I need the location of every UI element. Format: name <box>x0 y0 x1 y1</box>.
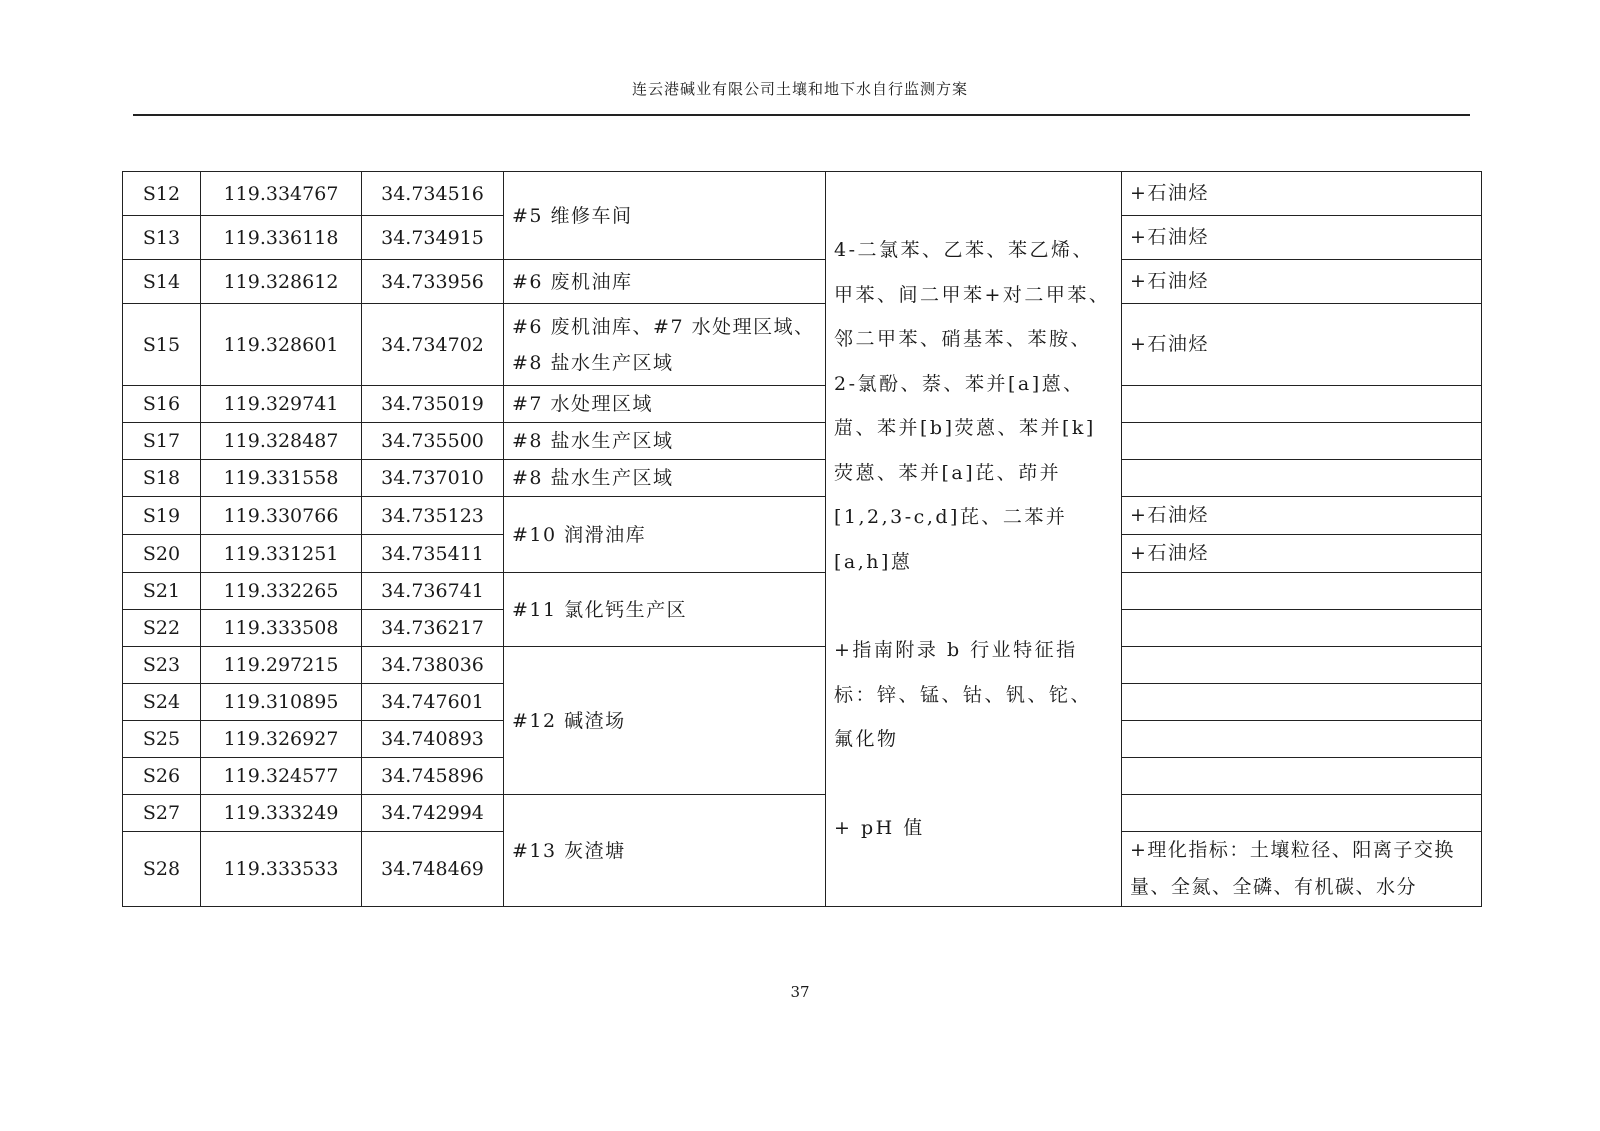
additional-indicator <box>1122 758 1482 795</box>
table-row <box>123 423 1482 460</box>
additional-indicator <box>1122 684 1482 721</box>
industry-indicators: +指南附录 b 行业特征指标：锌、锰、钴、钒、铊、氟化物 <box>834 639 1093 750</box>
table-row <box>123 386 1482 423</box>
location-cell: #11 氯化钙生产区 <box>504 573 826 647</box>
longitude: 119.328487 <box>201 423 362 460</box>
longitude: 119.329741 <box>201 386 362 423</box>
point-id: S22 <box>123 610 201 647</box>
longitude: 119.333508 <box>201 610 362 647</box>
latitude: 34.735123 <box>362 497 504 535</box>
point-id: S12 <box>123 172 201 216</box>
latitude: 34.740893 <box>362 721 504 758</box>
point-id: S28 <box>123 832 201 907</box>
table-row <box>123 497 1482 535</box>
page-number: 37 <box>790 983 810 1001</box>
longitude: 119.310895 <box>201 684 362 721</box>
latitude: 34.748469 <box>362 832 504 907</box>
latitude: 34.734516 <box>362 172 504 216</box>
point-id: S18 <box>123 460 201 497</box>
point-id: S13 <box>123 216 201 260</box>
longitude: 119.334767 <box>201 172 362 216</box>
latitude: 34.736217 <box>362 610 504 647</box>
latitude: 34.736741 <box>362 573 504 610</box>
latitude: 34.745896 <box>362 758 504 795</box>
additional-indicator: +石油烃 <box>1122 216 1482 260</box>
longitude: 119.331558 <box>201 460 362 497</box>
latitude: 34.735019 <box>362 386 504 423</box>
point-id: S20 <box>123 535 201 573</box>
additional-indicator: +石油烃 <box>1122 535 1482 573</box>
longitude: 119.331251 <box>201 535 362 573</box>
additional-indicator: +石油烃 <box>1122 304 1482 386</box>
location-cell: #7 水处理区域 <box>504 386 826 423</box>
longitude: 119.297215 <box>201 647 362 684</box>
additional-indicator: +石油烃 <box>1122 260 1482 304</box>
point-id: S14 <box>123 260 201 304</box>
additional-indicator <box>1122 460 1482 497</box>
ph-indicator: + pH 值 <box>834 816 925 839</box>
longitude: 119.336118 <box>201 216 362 260</box>
location-cell: #5 维修车间 <box>504 172 826 260</box>
longitude: 119.333249 <box>201 795 362 832</box>
latitude: 34.734702 <box>362 304 504 386</box>
location-cell: #8 盐水生产区域 <box>504 460 826 497</box>
longitude: 119.333533 <box>201 832 362 907</box>
point-id: S24 <box>123 684 201 721</box>
longitude: 119.324577 <box>201 758 362 795</box>
latitude: 34.737010 <box>362 460 504 497</box>
point-id: S23 <box>123 647 201 684</box>
point-id: S27 <box>123 795 201 832</box>
additional-indicator <box>1122 795 1482 832</box>
additional-indicator <box>1122 610 1482 647</box>
latitude: 34.742994 <box>362 795 504 832</box>
additional-indicator: +理化指标：土壤粒径、阳离子交换量、全氮、全磷、有机碳、水分 <box>1122 832 1482 907</box>
additional-indicator: +石油烃 <box>1122 497 1482 535</box>
table-row <box>123 304 1482 386</box>
latitude: 34.738036 <box>362 647 504 684</box>
table-row <box>123 460 1482 497</box>
location-cell: #8 盐水生产区域 <box>504 423 826 460</box>
location-cell: #6 废机油库 <box>504 260 826 304</box>
longitude: 119.326927 <box>201 721 362 758</box>
additional-indicator <box>1122 386 1482 423</box>
point-id: S19 <box>123 497 201 535</box>
table-row <box>123 795 1482 832</box>
additional-indicator <box>1122 721 1482 758</box>
header-title: 连云港碱业有限公司土壤和地下水自行监测方案 <box>631 80 968 98</box>
monitoring-points-table <box>122 171 1482 907</box>
location-cell: #10 润滑油库 <box>504 497 826 573</box>
latitude: 34.735500 <box>362 423 504 460</box>
table-row <box>123 260 1482 304</box>
point-id: S21 <box>123 573 201 610</box>
point-id: S26 <box>123 758 201 795</box>
table-row <box>123 647 1482 684</box>
longitude: 119.328612 <box>201 260 362 304</box>
latitude: 34.733956 <box>362 260 504 304</box>
location-cell: #13 灰渣塘 <box>504 795 826 907</box>
additional-indicator <box>1122 423 1482 460</box>
point-id: S15 <box>123 304 201 386</box>
location-cell: #6 废机油库、#7 水处理区域、#8 盐水生产区域 <box>504 304 826 386</box>
indicator-cell <box>826 172 1122 907</box>
organic-indicators: 4-二氯苯、乙苯、苯乙烯、甲苯、间二甲苯+对二甲苯、邻二甲苯、硝基苯、苯胺、2-氯酚、萘、苯并[a]蒽、䓛、苯并[b]荧蒽、苯并[k]荧蒽、苯并[a]芘、茚并[1,2,3-c,d]芘、二苯并[a,h]蒽 <box>834 239 1111 573</box>
additional-indicator <box>1122 647 1482 684</box>
additional-indicator: +石油烃 <box>1122 172 1482 216</box>
latitude: 34.734915 <box>362 216 504 260</box>
table-row <box>123 172 1482 216</box>
location-cell: #12 碱渣场 <box>504 647 826 795</box>
longitude: 119.330766 <box>201 497 362 535</box>
latitude: 34.735411 <box>362 535 504 573</box>
point-id: S17 <box>123 423 201 460</box>
point-id: S16 <box>123 386 201 423</box>
table-row <box>123 573 1482 610</box>
latitude: 34.747601 <box>362 684 504 721</box>
additional-indicator <box>1122 573 1482 610</box>
longitude: 119.328601 <box>201 304 362 386</box>
longitude: 119.332265 <box>201 573 362 610</box>
point-id: S25 <box>123 721 201 758</box>
header-rule <box>133 114 1470 116</box>
